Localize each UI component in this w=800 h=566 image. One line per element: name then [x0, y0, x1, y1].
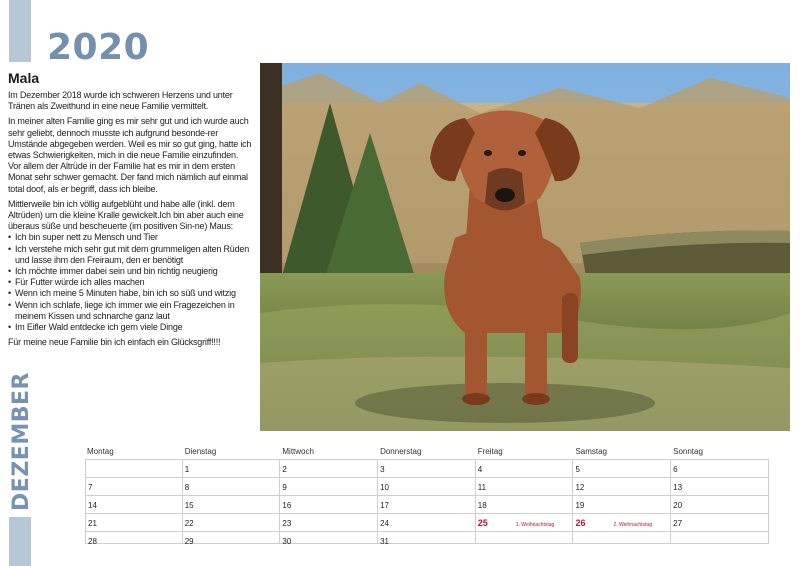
calendar-day-number: 14 [88, 501, 97, 510]
calendar-day-cell [378, 478, 476, 496]
weekday-label: Samstag [575, 447, 608, 456]
calendar-day-cell [85, 460, 183, 478]
calendar-day-cell [183, 514, 281, 532]
calendar-week-row [85, 496, 769, 514]
calendar-day-number: 15 [184, 501, 194, 510]
weekday-header [85, 447, 769, 459]
calendar-week-row [85, 460, 769, 478]
story-bullet-list [8, 232, 253, 333]
story-bullet: • Wenn ich meine 5 Minuten habe, bin ich so süß und witzig [8, 288, 253, 299]
month-label [8, 370, 34, 513]
calendar-day-cell [671, 496, 769, 514]
calendar-day-cell [378, 496, 476, 514]
story-bullet: • Ich verstehe mich sehr gut mit dem grummeligen alten Rüden und lasse ihm den Freiraum, den er benötigt [8, 244, 253, 266]
calendar-day-number: 3 [380, 465, 385, 474]
story-text [8, 90, 253, 352]
calendar-day-cell [476, 532, 574, 544]
dog-photo-illustration [260, 63, 790, 431]
calendar-day-cell [85, 514, 183, 532]
calendar-day-cell [671, 460, 769, 478]
calendar-day-number: 11 [477, 483, 487, 492]
story-bullet: • Ich bin super nett zu Mensch und Tier [8, 232, 253, 243]
calendar-day-number: 20 [673, 501, 683, 510]
calendar-week-row [85, 478, 769, 496]
calendar-day-cell [183, 478, 281, 496]
calendar-day-number: 7 [88, 483, 93, 492]
calendar-day-cell [476, 460, 574, 478]
calendar-day-number: 21 [88, 519, 97, 528]
calendar-day-number: 10 [380, 483, 389, 492]
calendar-day-number: 28 [88, 537, 97, 546]
calendar-day-cell [573, 514, 671, 532]
calendar-day-cell [183, 496, 281, 514]
calendar-day-number: 13 [673, 483, 683, 492]
story-title: Mala [8, 70, 40, 86]
calendar-day-cell [183, 532, 281, 544]
calendar-grid [85, 459, 769, 550]
calendar-day-number: 5 [575, 465, 580, 474]
calendar-day-cell [85, 496, 183, 514]
dog-photo [260, 63, 790, 431]
calendar-day-cell [378, 532, 476, 544]
calendar-day-cell [671, 532, 769, 544]
story-paragraph: Im Dezember 2018 wurde ich schweren Herzens und unter Tränen als Zweithund in eine neue Familie vermittelt. [8, 90, 233, 112]
weekday-label: Mittwoch [282, 447, 314, 456]
calendar-week-row [85, 532, 769, 550]
calendar-day-cell [573, 478, 671, 496]
calendar-day-number: 19 [575, 501, 585, 510]
calendar-day-number: 9 [282, 483, 287, 492]
story-closing: Für meine neue Familie bin ich einfach ein Glücksgriff!!!! [8, 337, 221, 348]
calendar-day-number: 22 [184, 519, 194, 528]
calendar-day-cell [378, 460, 476, 478]
story-bullet: • Ich möchte immer dabei sein und bin richtig neugierig [8, 266, 253, 277]
calendar-day-number: 24 [380, 519, 389, 528]
calendar-day-cell [573, 460, 671, 478]
weekday-label: Freitag [477, 447, 503, 456]
bottom-accent-bar [9, 517, 31, 566]
month-calendar [85, 447, 769, 550]
calendar-day-number: 6 [673, 465, 678, 474]
calendar-day-cell [476, 514, 574, 532]
calendar-day-cell [280, 532, 378, 544]
calendar-day-cell [280, 478, 378, 496]
calendar-day-cell [476, 478, 574, 496]
year-title: 2020 [47, 27, 150, 68]
weekday-label: Donnerstag [380, 447, 422, 456]
calendar-day-number: 2 [282, 465, 287, 474]
calendar-day-number: 26 [575, 518, 586, 528]
weekday-label: Montag [87, 447, 114, 456]
weekday-label: Dienstag [184, 447, 217, 456]
weekday-label: Sonntag [673, 447, 703, 456]
story-bullet: • Für Futter würde ich alles machen [8, 277, 253, 288]
story-bullet: • Wenn ich schlafe, liege ich immer wie ein Fragezeichen in meinem Kissen und schnarche ganz laut [8, 300, 253, 322]
story-paragraph: In meiner alten Familie ging es mir sehr gut und ich wurde auch sehr geliebt, dennoch musste ich aufgrund besonde-rer Umstände abgegeben werden. Weil es mir so gut ging, hatte ich etwas Schwierigkeiten, mich in die neue Familie einzufinden. Vor allem der Altrüde in der Familie hat es mir in dem ersten Monat sehr schwer gemacht. Der fand mich nämlich auf einmal total doof, als er begriff, dass ich bleibe. [8, 116, 252, 194]
calendar-day-cell [280, 460, 378, 478]
holiday-label: 1. Weihnachtstag [515, 522, 555, 528]
calendar-day-number: 8 [184, 483, 190, 492]
calendar-day-cell [280, 496, 378, 514]
calendar-day-number: 30 [282, 537, 292, 546]
story-paragraph: Mittlerweile bin ich völlig aufgeblüht und habe alle (inkl. dem Altrüden) um die kleine Kralle gewickelt.Ich bin aber auch eine überaus süße und bescheuerte (im positiven Sin-ne) Maus: [8, 198, 244, 232]
calendar-day-cell [476, 496, 574, 514]
calendar-day-cell [573, 532, 671, 544]
calendar-day-cell [671, 478, 769, 496]
holiday-label: 2. Weihnachtstag [613, 522, 652, 528]
top-accent-bar [9, 0, 31, 62]
calendar-week-row [85, 514, 769, 532]
calendar-day-cell [378, 514, 476, 532]
calendar-day-number: 23 [282, 519, 292, 528]
calendar-day-cell [85, 478, 183, 496]
calendar-day-number: 29 [184, 537, 194, 546]
calendar-day-cell [85, 532, 183, 544]
month-label-text: DEZEMBER [8, 372, 34, 511]
calendar-day-number: 4 [477, 465, 483, 474]
calendar-day-cell [573, 496, 671, 514]
calendar-day-number: 1 [184, 465, 190, 474]
calendar-day-cell [671, 514, 769, 532]
calendar-day-number: 17 [380, 501, 389, 510]
story-bullet: • Im Eifler Wald entdecke ich gern viele Dinge [8, 322, 253, 333]
calendar-day-number: 25 [477, 518, 488, 528]
calendar-day-cell [280, 514, 378, 532]
calendar-day-number: 12 [575, 483, 585, 492]
calendar-day-number: 31 [380, 537, 389, 546]
calendar-day-number: 18 [477, 501, 487, 510]
calendar-day-cell [183, 460, 281, 478]
calendar-day-number: 16 [282, 501, 292, 510]
calendar-day-number: 27 [673, 519, 683, 528]
